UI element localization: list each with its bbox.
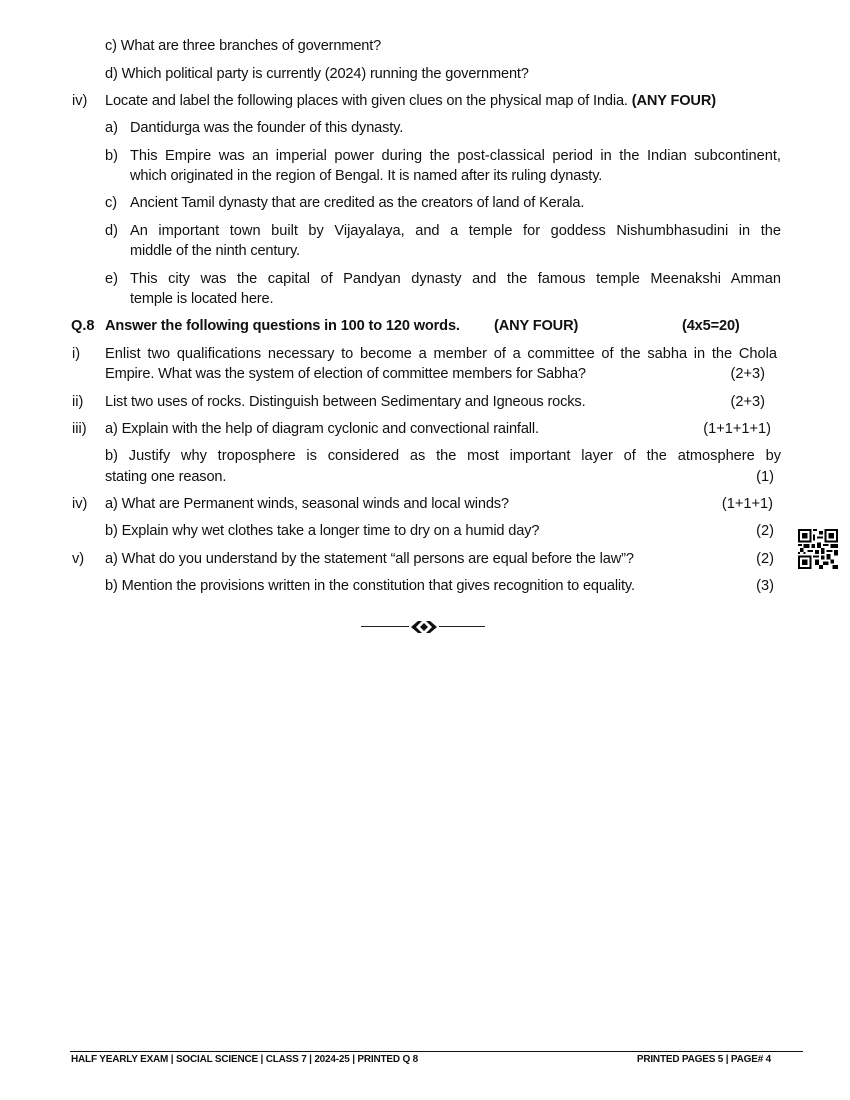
question-number: v) <box>72 551 85 567</box>
diamond-ornament-icon <box>409 619 439 634</box>
map-clue-e-line1: This city was the capital of Pandyan dynasty and the famous temple Meenakshi Amman <box>130 271 781 287</box>
marks: (2) <box>756 551 774 567</box>
item-label: c) <box>105 38 117 54</box>
item-label: c) <box>105 195 118 211</box>
marks: (1+1+1+1) <box>703 421 771 437</box>
question-iii-b-line2: stating one reason. <box>105 469 227 485</box>
marks: (1+1+1) <box>721 496 773 512</box>
question-iii-b-line1: b) Justify why troposphere is considered as the most important layer of the atmosphere by <box>105 448 781 464</box>
map-question-prompt <box>105 91 716 111</box>
marks: (1) <box>756 469 774 485</box>
marks: (2) <box>756 523 774 539</box>
question-i-line2: Empire. What was the system of election of committee members for Sabha? <box>105 366 586 382</box>
question-iii-a: a) Explain with the help of diagram cyclonic and convectional rainfall. <box>105 421 539 437</box>
continuation-item-c <box>105 36 381 56</box>
map-clue-d-line1: An important town built by Vijayalaya, and a temple for goddess Nishumbhasudini in the <box>130 223 781 239</box>
marks: (2+3) <box>730 366 765 382</box>
question-iv-a: a) What are Permanent winds, seasonal winds and local winds? <box>105 496 509 512</box>
item-label: e) <box>105 271 118 287</box>
footer-rule <box>70 1051 803 1052</box>
item-label: a) <box>105 120 118 136</box>
question-number: iv) <box>72 93 88 109</box>
question-number: Q.8 <box>71 318 95 334</box>
map-clue-b-line2: which originated in the region of Bengal. It is named after its ruling dynasty. <box>130 168 603 184</box>
item-label: d) <box>105 66 118 82</box>
question-number: ii) <box>72 394 84 410</box>
question-v-b: b) Mention the provisions written in the constitution that gives recognition to equality. <box>105 578 635 594</box>
section-marks: (4x5=20) <box>682 318 740 334</box>
item-text: What are three branches of government? <box>120 38 382 54</box>
qr-code-icon <box>798 529 838 569</box>
map-clue-b-line1: This Empire was an imperial power during the post-classical period in the Indian subcontinent, <box>130 148 781 164</box>
map-clue-c: Ancient Tamil dynasty that are credited as the creators of land of Kerala. <box>130 195 585 211</box>
question-number: iv) <box>72 496 88 512</box>
prompt-text: Locate and label the following places with given clues on the physical map of India. <box>105 93 628 109</box>
item-label: b) <box>105 148 118 164</box>
map-clue-e-line2: temple is located here. <box>130 291 274 307</box>
question-number: iii) <box>72 421 87 437</box>
qualifier: (ANY FOUR) <box>631 93 716 109</box>
question-i-line1: Enlist two qualifications necessary to become a member of a committee of the sabha in the Chola <box>105 346 777 362</box>
map-clue-a: Dantidurga was the founder of this dynasty. <box>130 120 404 136</box>
footer-page-info: PRINTED PAGES 5 | PAGE# 4 <box>636 1054 771 1065</box>
map-clue-d-line2: middle of the ninth century. <box>130 243 300 259</box>
marks: (2+3) <box>730 394 765 410</box>
section-title: Answer the following questions in 100 to 120 words. <box>105 318 460 334</box>
marks: (3) <box>756 578 774 594</box>
question-iv-b: b) Explain why wet clothes take a longer time to dry on a humid day? <box>105 523 540 539</box>
question-v-a: a) What do you understand by the statement “all persons are equal before the law”? <box>105 551 634 567</box>
question-ii: List two uses of rocks. Distinguish between Sedimentary and Igneous rocks. <box>105 394 586 410</box>
item-text: Which political party is currently (2024) running the government? <box>121 66 529 82</box>
continuation-item-d <box>105 64 529 84</box>
footer-exam-info: HALF YEARLY EXAM | SOCIAL SCIENCE | CLASS 7 | 2024-25 | PRINTED Q 8 <box>71 1054 418 1065</box>
item-label: d) <box>105 223 118 239</box>
qualifier: (ANY FOUR) <box>494 318 579 334</box>
question-number: i) <box>72 346 81 362</box>
